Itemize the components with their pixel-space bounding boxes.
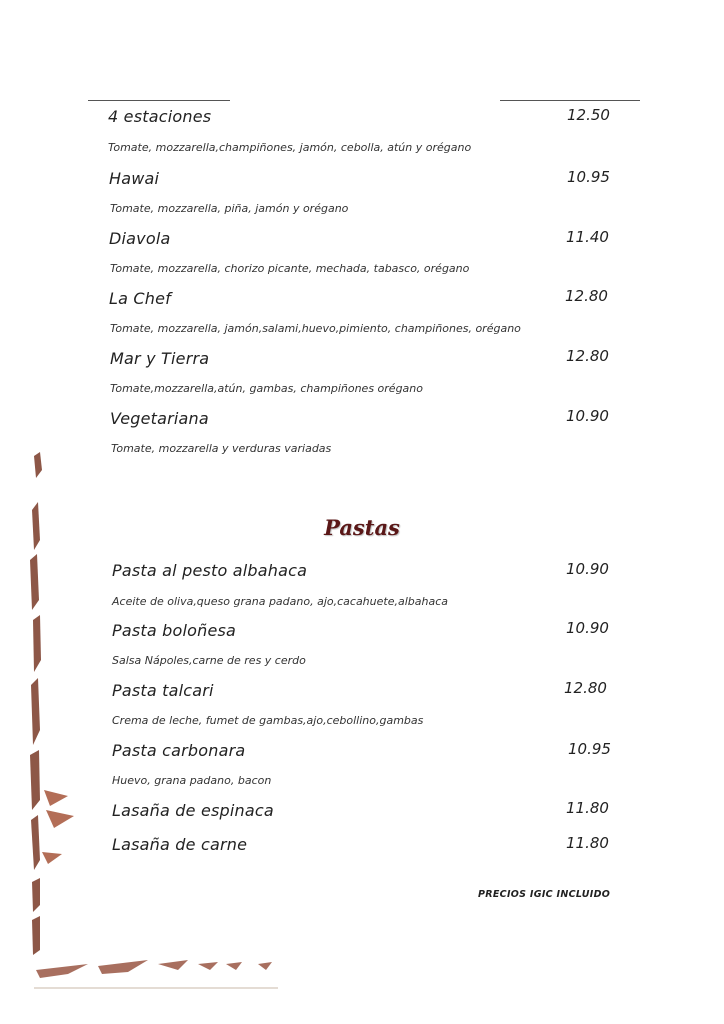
item-price: 10.90	[566, 619, 609, 637]
item-description: Tomate, mozzarella,champiñones, jamón, cebolla, atún y orégano	[108, 141, 472, 154]
item-name: Vegetariana	[110, 409, 209, 428]
item-price: 11.80	[566, 799, 609, 817]
top-rule-left	[88, 100, 230, 101]
item-description: Huevo, grana padano, bacon	[112, 774, 272, 787]
item-name: 4 estaciones	[108, 107, 212, 126]
item-description: Aceite de oliva,queso grana padano, ajo,cacahuete,albahaca	[112, 595, 448, 608]
item-description: Crema de leche, fumet de gambas,ajo,cebollino,gambas	[112, 714, 424, 727]
item-price: 10.95	[568, 740, 611, 758]
item-name: Hawai	[109, 169, 160, 188]
item-price: 12.80	[566, 347, 609, 365]
item-price: 12.50	[567, 106, 610, 124]
top-rule-right	[500, 100, 640, 101]
item-name: Pasta boloñesa	[112, 621, 237, 640]
item-name: Pasta carbonara	[112, 741, 246, 760]
item-name: Lasaña de espinaca	[112, 801, 274, 820]
section-title-pastas: Pastas	[324, 515, 400, 540]
item-price: 10.90	[566, 407, 609, 425]
decorative-edge-graphic	[28, 450, 288, 1000]
item-price: 10.95	[567, 168, 610, 186]
item-price: 12.80	[565, 287, 608, 305]
item-description: Tomate, mozzarella, chorizo picante, mechada, tabasco, orégano	[110, 262, 470, 275]
item-price: 11.40	[566, 228, 609, 246]
item-price: 12.80	[564, 679, 607, 697]
item-price: 11.80	[566, 834, 609, 852]
item-name: La Chef	[109, 289, 171, 308]
item-description: Tomate,mozzarella,atún, gambas, champiñones orégano	[110, 382, 424, 395]
footer-note: PRECIOS IGIC INCLUIDO	[478, 889, 611, 900]
item-price: 10.90	[566, 560, 609, 578]
item-description: Tomate, mozzarella, jamón,salami,huevo,pimiento, champiñones, orégano	[110, 322, 521, 335]
item-name: Pasta al pesto albahaca	[112, 561, 308, 580]
item-name: Diavola	[109, 229, 171, 248]
item-description: Tomate, mozzarella, piña, jamón y orégano	[110, 202, 349, 215]
item-name: Lasaña de carne	[112, 835, 248, 854]
item-description: Salsa Nápoles,carne de res y cerdo	[112, 654, 306, 667]
item-description: Tomate, mozzarella y verduras variadas	[111, 442, 332, 455]
item-name: Pasta talcari	[112, 681, 214, 700]
item-name: Mar y Tierra	[110, 349, 210, 368]
